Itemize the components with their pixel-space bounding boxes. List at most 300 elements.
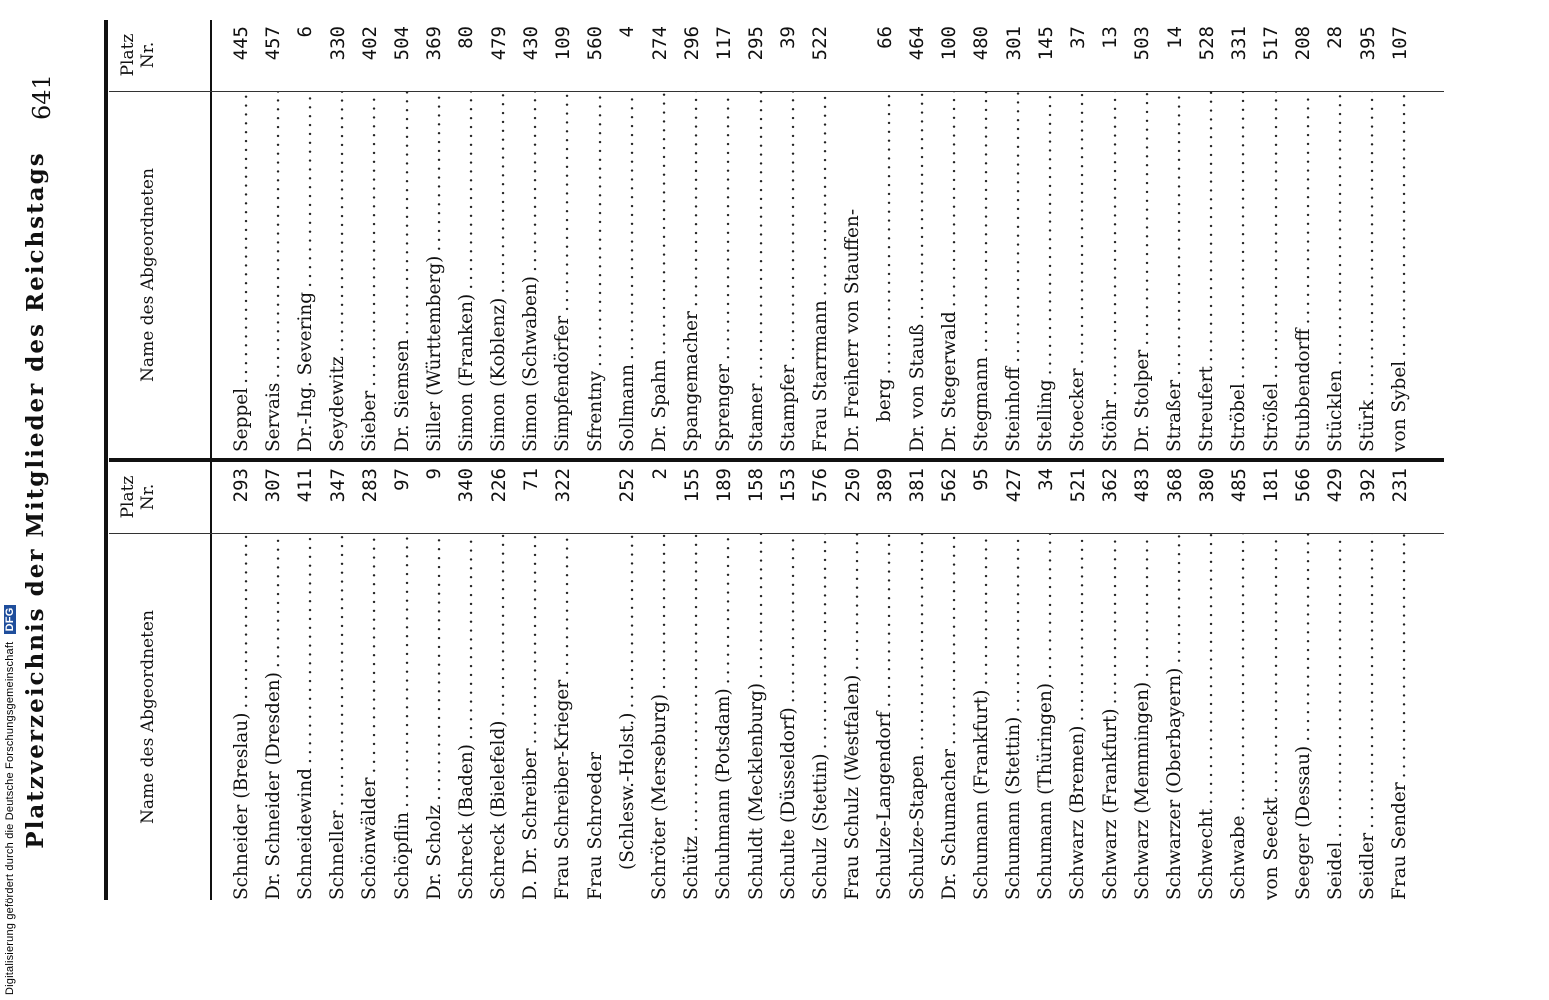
seat-number: 252 <box>616 468 639 503</box>
seat-number: 504 <box>391 26 414 61</box>
table-row <box>1319 468 1351 900</box>
table-row <box>676 468 708 900</box>
member-name: Dr. Spahn <box>649 359 671 452</box>
table-row <box>708 468 740 900</box>
member-name: Stöhr <box>1099 399 1121 452</box>
seat-number: 66 <box>873 26 896 49</box>
member-name: Seidler <box>1357 832 1379 900</box>
table-center-rule <box>109 458 1444 462</box>
member-name: Stubbendorff <box>1292 328 1314 452</box>
seat-number: 28 <box>1324 26 1347 49</box>
dot-leader <box>520 92 541 272</box>
table-row <box>643 468 675 900</box>
seat-number: 100 <box>938 26 961 61</box>
dot-leader <box>1196 92 1217 362</box>
member-name: Schreck (Bielefeld) <box>488 720 510 900</box>
member-name: Schumann (Thüringen) <box>1035 682 1057 900</box>
table-row <box>837 468 869 900</box>
seat-number: 4 <box>616 26 639 38</box>
seat-number: 283 <box>358 468 381 503</box>
dot-leader <box>939 534 960 745</box>
dot-leader <box>746 92 767 380</box>
seat-number: 517 <box>1260 26 1283 61</box>
dot-leader <box>778 92 799 361</box>
member-name: Seidel <box>1324 841 1346 900</box>
member-name: Frau Schreiber-Krieger <box>552 679 574 900</box>
table-row <box>257 468 289 900</box>
seat-number: 521 <box>1066 468 1089 503</box>
seat-number: 9 <box>423 468 446 480</box>
dot-leader <box>842 534 863 671</box>
member-name: Dr. Siemsen <box>391 339 413 452</box>
seat-number: 155 <box>680 468 703 503</box>
seat-number: 381 <box>906 468 929 503</box>
member-name: Sfrentny <box>584 370 606 452</box>
table-row <box>354 468 386 900</box>
member-name: Strößel <box>1260 382 1282 452</box>
header-platz-left: Platz Nr. <box>118 475 158 519</box>
table-row <box>965 468 997 900</box>
seat-number: 80 <box>455 26 478 49</box>
dot-leader <box>1293 534 1314 742</box>
left-member-list <box>225 468 1416 900</box>
seat-number: 560 <box>584 26 607 61</box>
table-row <box>579 468 611 900</box>
seat-number: 158 <box>745 468 768 503</box>
dot-leader <box>681 534 702 832</box>
member-name: Sieber <box>359 390 381 452</box>
member-name: Dr.-Ing. Severing <box>294 291 316 452</box>
table-row <box>322 26 354 452</box>
dfg-logo: DFG <box>4 605 16 635</box>
member-name: Stampfer <box>777 364 799 452</box>
dot-leader <box>359 534 380 774</box>
member-name: Frau Schulz (Westfalen) <box>842 674 864 900</box>
header-name-right: Name des Abgeordneten <box>138 168 158 382</box>
seat-number: 107 <box>1388 26 1411 61</box>
table-row <box>1287 26 1319 452</box>
seat-number: 322 <box>551 468 574 503</box>
table-row <box>1319 26 1351 452</box>
member-name: von Seeckt <box>1260 797 1282 900</box>
dot-leader <box>295 92 316 288</box>
seat-number: 483 <box>1131 468 1154 503</box>
seat-number: 181 <box>1260 468 1283 503</box>
table-row <box>1126 26 1158 452</box>
dot-leader <box>520 534 541 744</box>
dot-leader <box>1035 92 1056 375</box>
member-name: Ströbel <box>1228 383 1250 452</box>
seat-number: 34 <box>1034 468 1057 491</box>
dot-leader <box>1132 534 1153 678</box>
dot-leader <box>971 92 992 353</box>
member-name: Schreck (Baden) <box>455 744 477 900</box>
dot-leader <box>649 534 670 690</box>
table-row <box>483 26 515 452</box>
seat-number: 485 <box>1227 468 1250 503</box>
seat-number: 389 <box>873 468 896 503</box>
table-row <box>225 468 257 900</box>
member-name: Straßer <box>1164 379 1186 452</box>
seat-number: 250 <box>841 468 864 503</box>
table-row <box>933 468 965 900</box>
table-row <box>740 26 772 452</box>
member-name: Stamer <box>745 383 767 452</box>
member-name: Schumann (Stettin) <box>1003 716 1025 900</box>
dot-leader <box>1164 92 1185 376</box>
table-row <box>1223 468 1255 900</box>
dot-leader <box>1228 92 1249 379</box>
table-row <box>386 26 418 452</box>
seat-number: 71 <box>519 468 542 491</box>
table-row <box>869 468 901 900</box>
table-row <box>515 468 547 900</box>
seat-number: 14 <box>1163 26 1186 49</box>
seat-number: 369 <box>423 26 446 61</box>
table-row <box>804 468 836 900</box>
seat-number: 457 <box>262 26 285 61</box>
dot-leader <box>392 92 413 335</box>
seat-number: 522 <box>809 26 832 61</box>
table-row <box>1191 468 1223 900</box>
seat-number: 464 <box>906 26 929 61</box>
dot-leader <box>327 534 348 807</box>
member-name: Dr. Freiherr von Stauffen- <box>842 208 864 452</box>
seat-number: 208 <box>1292 26 1315 61</box>
dot-leader <box>1196 534 1217 805</box>
dot-leader <box>1100 534 1121 704</box>
member-name: Dr. Schneider (Dresden) <box>262 672 284 900</box>
member-name: Frau Schroeder <box>584 751 606 900</box>
dot-leader <box>424 534 445 801</box>
table-row <box>1191 26 1223 452</box>
member-name: Dr. Stegerwald <box>938 311 960 452</box>
member-name: Simon (Schwaben) <box>520 275 542 452</box>
table-row <box>837 26 869 452</box>
table-row <box>515 26 547 452</box>
seat-number: 153 <box>777 468 800 503</box>
seat-number: 576 <box>809 468 832 503</box>
member-name: Schuldt (Mecklenburg) <box>745 682 767 900</box>
seat-number: 566 <box>1292 468 1315 503</box>
seat-number: 117 <box>712 26 735 61</box>
member-name: Schneidewind <box>294 767 316 900</box>
table-row <box>1255 26 1287 452</box>
seat-number: 145 <box>1034 26 1057 61</box>
member-name: Schwarz (Bremen) <box>1067 725 1089 900</box>
seat-number: 39 <box>777 26 800 49</box>
table-row <box>740 468 772 900</box>
dot-leader <box>327 92 348 352</box>
member-name: Servais <box>262 382 284 452</box>
member-name: Simpfendörfer <box>552 315 574 452</box>
seat-number: 189 <box>712 468 735 503</box>
seat-number: 6 <box>294 26 317 38</box>
member-name: Seppel <box>230 387 252 452</box>
member-name: Schulze-Stapen <box>906 754 928 900</box>
dot-leader <box>456 92 477 290</box>
member-name: Siller (Württemberg) <box>423 255 445 452</box>
table-row <box>289 468 321 900</box>
seat-number: 347 <box>326 468 349 503</box>
table-row <box>1094 26 1126 452</box>
table-row <box>1158 26 1190 452</box>
member-name: Schumann (Frankfurt) <box>970 689 992 900</box>
table-row <box>998 468 1030 900</box>
dot-leader <box>295 534 316 764</box>
member-name: Stürk <box>1357 399 1379 452</box>
dot-leader <box>810 92 831 296</box>
table-row <box>450 26 482 452</box>
dot-leader <box>231 92 252 384</box>
dot-leader <box>681 92 702 307</box>
member-name: Spangemacher <box>681 311 703 452</box>
member-name: Sollmann <box>616 363 638 452</box>
table-row <box>483 468 515 900</box>
table-row <box>257 26 289 452</box>
member-name: Sprenger <box>713 364 735 452</box>
member-name: berg <box>874 378 896 422</box>
dot-leader <box>1067 92 1088 364</box>
dot-leader <box>263 534 284 668</box>
seat-number: 427 <box>1002 468 1025 503</box>
member-name: Schwarz (Frankfurt) <box>1099 708 1121 900</box>
dot-leader <box>746 534 767 679</box>
member-name: Seydewitz <box>327 356 349 452</box>
dot-leader <box>649 92 670 355</box>
dot-leader <box>1325 92 1346 366</box>
seat-number: 411 <box>294 468 317 503</box>
table-row <box>611 468 643 900</box>
seat-number: 362 <box>1099 468 1122 503</box>
dot-leader <box>1003 92 1024 363</box>
member-name: Dr. Schumacher <box>938 749 960 900</box>
table-row <box>1062 468 1094 900</box>
header-name-left: Name des Abgeordneten <box>138 610 158 824</box>
dot-leader <box>810 534 831 749</box>
member-name: Simon (Franken) <box>455 293 477 452</box>
member-name: Stoecker <box>1067 368 1089 452</box>
member-name: Schütz <box>681 835 703 900</box>
table-row <box>289 26 321 452</box>
member-name: Dr. Scholz <box>423 804 445 900</box>
header-platz-right: Platz Nr. <box>118 33 158 77</box>
seat-number: 430 <box>519 26 542 61</box>
member-name: von Sybel <box>1389 360 1411 452</box>
seat-number: 301 <box>1002 26 1025 61</box>
dot-leader <box>552 534 573 676</box>
table-row <box>1062 26 1094 452</box>
dot-leader <box>713 92 734 360</box>
dot-leader <box>617 92 638 360</box>
sidebar-note-text: Digitalisierung gefördert durch die Deutsche Forschungsgemeinschaft <box>4 641 16 995</box>
table-row <box>354 26 386 452</box>
table-row <box>547 468 579 900</box>
dot-leader <box>1228 534 1249 811</box>
seat-number: 274 <box>648 26 671 61</box>
table-row <box>611 26 643 452</box>
table-row <box>1030 468 1062 900</box>
member-name: Schneller <box>327 810 349 900</box>
seat-number: 307 <box>262 468 285 503</box>
seat-number: 2 <box>648 468 671 480</box>
seat-number: 380 <box>1195 468 1218 503</box>
dot-leader <box>971 534 992 686</box>
table-row <box>1030 26 1062 452</box>
table-row <box>772 26 804 452</box>
member-name: Stegmann <box>970 356 992 452</box>
member-name: Seeger (Dessau) <box>1292 745 1314 900</box>
table-row <box>676 26 708 452</box>
seat-number: 226 <box>487 468 510 503</box>
dot-leader <box>874 534 895 708</box>
dot-leader <box>263 92 284 379</box>
dot-leader <box>1389 92 1410 357</box>
dot-leader <box>488 534 509 716</box>
dot-leader <box>1003 534 1024 713</box>
dot-leader <box>1132 92 1153 346</box>
member-name: Frau Sender <box>1389 782 1411 900</box>
table-top-rule <box>104 20 108 900</box>
table-row <box>1255 468 1287 900</box>
seat-number: 97 <box>391 468 414 491</box>
member-name: Schwarz (Memmingen) <box>1131 681 1153 900</box>
table-row <box>998 26 1030 452</box>
sidebar-note <box>4 605 16 995</box>
dot-leader <box>1389 534 1410 778</box>
seat-number: 429 <box>1324 468 1347 503</box>
table-row <box>579 26 611 452</box>
dot-leader <box>359 92 380 387</box>
table-row <box>1126 468 1158 900</box>
member-name: Stelling <box>1035 379 1057 452</box>
seat-number: 562 <box>938 468 961 503</box>
member-name: Schulze-Langendorf <box>874 711 896 900</box>
seat-number: 293 <box>230 468 253 503</box>
seat-number: 392 <box>1356 468 1379 503</box>
member-name: Schröter (Merseburg) <box>649 693 671 900</box>
member-name: Simon (Koblenz) <box>488 297 510 452</box>
table-row <box>547 26 579 452</box>
member-name: Schwecht <box>1196 808 1218 900</box>
seat-number: 395 <box>1356 26 1379 61</box>
member-name: Schwabe <box>1228 815 1250 900</box>
table-row <box>418 26 450 452</box>
member-name: Schulte (Düsseldorf) <box>777 707 799 900</box>
table-row <box>901 468 933 900</box>
table-row <box>1352 468 1384 900</box>
seat-number: 402 <box>358 26 381 61</box>
dot-leader <box>907 92 928 320</box>
dot-leader <box>1261 534 1282 793</box>
table-row <box>1223 26 1255 452</box>
table-row <box>1384 468 1416 900</box>
dot-leader <box>907 534 928 750</box>
seat-number: 95 <box>970 468 993 491</box>
member-name: Schöpflin <box>391 811 413 900</box>
dot-leader <box>617 534 638 708</box>
right-member-list <box>225 26 1416 452</box>
member-name: Stücklen <box>1324 369 1346 452</box>
dot-leader <box>1035 534 1056 679</box>
seat-number: 296 <box>680 26 703 61</box>
table-row <box>901 26 933 452</box>
dot-leader <box>1357 534 1378 829</box>
table-row <box>708 26 740 452</box>
table-row <box>804 26 836 452</box>
member-name: Schulz (Stettin) <box>809 753 831 900</box>
member-name: D. Dr. Schreiber <box>520 748 542 900</box>
page-title: Platzverzeichnis der Mitglieder des Reichstags <box>22 151 49 849</box>
table-row <box>933 26 965 452</box>
dot-leader <box>874 92 895 375</box>
seat-number: 528 <box>1195 26 1218 61</box>
member-name: (Schlesw.-Holst.) <box>616 712 638 870</box>
table-row <box>1158 468 1190 900</box>
member-name: Streufert <box>1196 366 1218 452</box>
table-row <box>772 468 804 900</box>
page-number: 641 <box>28 74 56 120</box>
dot-leader <box>1164 534 1185 664</box>
seat-number: 37 <box>1066 26 1089 49</box>
seat-number: 503 <box>1131 26 1154 61</box>
dot-leader <box>1067 534 1088 721</box>
dot-leader <box>231 534 252 709</box>
seat-number: 13 <box>1099 26 1122 49</box>
seat-number: 480 <box>970 26 993 61</box>
table-row <box>1094 468 1126 900</box>
dot-leader <box>1261 92 1282 379</box>
member-name: Schuhmann (Potsdam) <box>713 688 735 900</box>
member-name: Steinhoff <box>1003 366 1025 452</box>
dot-leader <box>488 92 509 294</box>
seat-number: 330 <box>326 26 349 61</box>
seat-number: 231 <box>1388 468 1411 503</box>
seat-number: 368 <box>1163 468 1186 503</box>
seat-number: 331 <box>1227 26 1250 61</box>
seat-number: 445 <box>230 26 253 61</box>
dot-leader <box>1357 92 1378 396</box>
dot-leader <box>1325 534 1346 838</box>
table-row <box>869 26 901 452</box>
table-row <box>418 468 450 900</box>
dot-leader <box>1100 92 1121 396</box>
seat-number: 295 <box>745 26 768 61</box>
table-row <box>1352 26 1384 452</box>
dot-leader <box>778 534 799 703</box>
table-row <box>322 468 354 900</box>
table-row <box>450 468 482 900</box>
dot-leader <box>585 92 606 367</box>
member-name: Schneider (Breslau) <box>230 712 252 900</box>
dot-leader <box>424 92 445 252</box>
member-name: Schönwälder <box>359 777 381 900</box>
dot-leader <box>392 534 413 808</box>
table-row <box>965 26 997 452</box>
table-row <box>643 26 675 452</box>
table-row <box>1384 26 1416 452</box>
dot-leader <box>713 534 734 684</box>
dot-leader <box>456 534 477 740</box>
table-row <box>386 468 418 900</box>
member-name: Schwarzer (Oberbayern) <box>1164 667 1186 900</box>
seat-number: 340 <box>455 468 478 503</box>
dot-leader <box>939 92 960 307</box>
dot-leader <box>1293 92 1314 324</box>
seat-number: 109 <box>551 26 574 61</box>
table-row <box>225 26 257 452</box>
dot-leader <box>552 92 573 312</box>
